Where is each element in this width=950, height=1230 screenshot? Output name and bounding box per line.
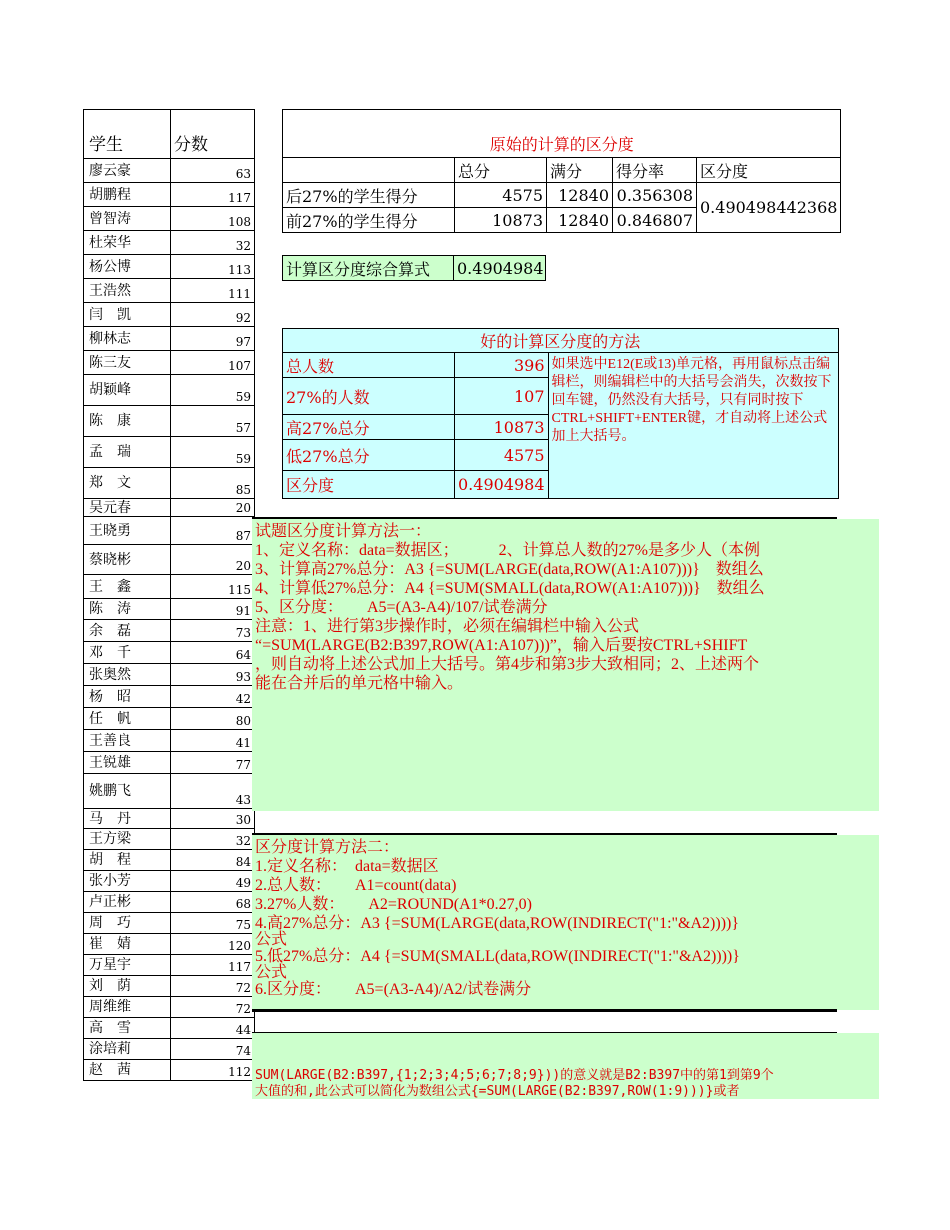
- student-score: 73: [171, 620, 255, 642]
- method-two-line: 1.定义名称： data=数据区: [255, 858, 439, 875]
- student-name: 杜荣华: [84, 231, 171, 255]
- student-score: 59: [171, 437, 255, 468]
- student-row: [84, 599, 255, 620]
- student-score: 20: [171, 499, 255, 517]
- student-row: [84, 375, 255, 406]
- student-row: [84, 752, 255, 774]
- student-row: [84, 892, 255, 913]
- student-name: 王浩然: [84, 279, 171, 303]
- method-one-line: ，则自动将上述公式加上大括号。第4步和第3步大致相同；2、上述两个: [255, 656, 760, 673]
- student-row: [84, 686, 255, 708]
- student-name: 廖云豪: [84, 159, 171, 183]
- student-name: 姚鹏飞: [84, 774, 171, 809]
- header-total: 总分: [455, 158, 547, 183]
- method-two-line: 5.低27%总分：A4 {=SUM(SMALL(data,ROW(INDIRECT("1:"&A2))))}: [255, 948, 740, 965]
- method-two-line: 2.总人数： A1=count(data): [255, 877, 457, 894]
- original-title: 原始的计算的区分度: [283, 110, 841, 158]
- student-score: 112: [171, 1060, 255, 1081]
- student-score: 49: [171, 871, 255, 892]
- student-name: 陈 康: [84, 406, 171, 437]
- header-discrimination: 区分度: [697, 158, 841, 183]
- student-row: [84, 499, 255, 517]
- student-score: 120: [171, 934, 255, 955]
- note-three-line: 大值的和,此公式可以简化为数组公式{=SUM(LARGE(B2:B397,ROW(1:9)))}或者: [255, 1084, 740, 1099]
- student-name: 曾智涛: [84, 207, 171, 231]
- student-score: 68: [171, 892, 255, 913]
- student-row: [84, 517, 255, 545]
- student-score: 111: [171, 279, 255, 303]
- student-name: 王晓勇: [84, 517, 171, 545]
- note-three-line: SUM(LARGE(B2:B397,{1;2;3;4;5;6;7;8;9}))的意义就是B2:B397中的第1到第9个: [255, 1068, 774, 1083]
- student-name: 邓 千: [84, 642, 171, 664]
- student-score: 75: [171, 913, 255, 934]
- method-two-line: 3.27%人数： A2=ROUND(A1*0.27,0): [255, 896, 533, 913]
- student-row: [84, 183, 255, 207]
- student-score: 59: [171, 375, 255, 406]
- header-full: 满分: [547, 158, 613, 183]
- student-name: 刘 荫: [84, 976, 171, 997]
- student-row: [84, 159, 255, 183]
- student-name: 陈三友: [84, 351, 171, 375]
- student-name: 余 磊: [84, 620, 171, 642]
- student-score: 113: [171, 255, 255, 279]
- student-score: 72: [171, 976, 255, 997]
- student-name: 崔 婧: [84, 934, 171, 955]
- student-score: 32: [171, 829, 255, 850]
- student-score: 77: [171, 752, 255, 774]
- row-total: 4575: [455, 183, 547, 208]
- row-full: 12840: [547, 183, 613, 208]
- row-rate: 0.356308: [613, 183, 697, 208]
- student-score: 63: [171, 159, 255, 183]
- student-name: 杨 昭: [84, 686, 171, 708]
- student-name: 柳林志: [84, 327, 171, 351]
- student-row: [84, 642, 255, 664]
- student-row: [84, 575, 255, 599]
- student-name: 高 雪: [84, 1018, 171, 1039]
- header-rate: 得分率: [613, 158, 697, 183]
- student-score: 108: [171, 207, 255, 231]
- student-score: 85: [171, 468, 255, 499]
- good-row-label: 低27%总分: [283, 440, 455, 471]
- header-score: 分数: [171, 110, 255, 159]
- student-row: [84, 976, 255, 997]
- student-name: 陈 涛: [84, 599, 171, 620]
- method-two-line: 6.区分度： A5=(A3-A4)/A2/试卷满分: [255, 981, 532, 998]
- blank-cell: [283, 158, 455, 183]
- student-row: [84, 1039, 255, 1060]
- student-score: 43: [171, 774, 255, 809]
- combined-formula-value: 0.4904984: [453, 255, 546, 281]
- student-row: [84, 327, 255, 351]
- student-row: [84, 255, 255, 279]
- student-row: [84, 850, 255, 871]
- student-name: 王锐雄: [84, 752, 171, 774]
- discrimination-value: 0.490498442368: [697, 183, 841, 233]
- student-row: [84, 708, 255, 730]
- good-row-value: 4575: [455, 440, 549, 471]
- good-row-value: 10873: [455, 415, 549, 440]
- student-score: 57: [171, 406, 255, 437]
- student-name: 周维维: [84, 997, 171, 1018]
- student-row: [84, 545, 255, 575]
- row-full: 12840: [547, 208, 613, 233]
- method-one-line: 能在合并后的单元格中输入。: [255, 675, 464, 692]
- method-two-line: 区分度计算方法二：: [255, 839, 400, 856]
- method-two-line: 公式: [255, 931, 288, 948]
- student-name: 张小芳: [84, 871, 171, 892]
- good-method-table: [282, 328, 839, 499]
- student-row: [84, 303, 255, 327]
- student-row: [84, 231, 255, 255]
- method-two-line: 公式: [255, 964, 288, 981]
- student-name: 孟 瑞: [84, 437, 171, 468]
- student-score: 30: [171, 809, 255, 829]
- method-one-line: 注意：1、进行第3步操作时，必须在编辑栏中输入公式: [255, 618, 640, 635]
- student-row: [84, 207, 255, 231]
- method-one-line: 3、计算高27%总分：A3 {=SUM(LARGE(data,ROW(A1:A107)))} 数组么: [255, 561, 764, 578]
- student-name: 周 巧: [84, 913, 171, 934]
- good-row-value: 107: [455, 378, 549, 415]
- student-score: 117: [171, 955, 255, 976]
- student-name: 万星宇: [84, 955, 171, 976]
- good-row-label: 高27%总分: [283, 415, 455, 440]
- student-row: [84, 997, 255, 1018]
- student-name: 王 鑫: [84, 575, 171, 599]
- student-score: 32: [171, 231, 255, 255]
- student-row: [84, 1060, 255, 1081]
- method-two-box: [252, 835, 879, 1010]
- student-score: 115: [171, 575, 255, 599]
- student-row: [84, 730, 255, 752]
- good-row-value: 0.4904984: [455, 471, 549, 499]
- student-score: 74: [171, 1039, 255, 1060]
- student-score: 64: [171, 642, 255, 664]
- student-row: [84, 406, 255, 437]
- student-name: 杨公博: [84, 255, 171, 279]
- row-label: 后27%的学生得分: [283, 183, 455, 208]
- student-score: 93: [171, 664, 255, 686]
- student-score: 72: [171, 997, 255, 1018]
- good-method-title: 好的计算区分度的方法: [283, 329, 839, 353]
- student-row: [84, 913, 255, 934]
- student-score: 84: [171, 850, 255, 871]
- good-row-value: 396: [455, 353, 549, 378]
- student-score: 91: [171, 599, 255, 620]
- row-total: 10873: [455, 208, 547, 233]
- student-name: 张奥然: [84, 664, 171, 686]
- method-one-line: 1、定义名称：data=数据区； 2、计算总人数的27%是多少人（本例: [255, 542, 761, 559]
- student-row: [84, 279, 255, 303]
- student-score: 87: [171, 517, 255, 545]
- good-row-label: 27%的人数: [283, 378, 455, 415]
- row-label: 前27%的学生得分: [283, 208, 455, 233]
- student-name: 马 丹: [84, 809, 171, 829]
- student-row: [84, 664, 255, 686]
- method-one-line: “=SUM(LARGE(B2:B397,ROW(A1:A107)))”，输入后要按CTRL+SHIFT: [255, 637, 748, 654]
- student-row: [84, 871, 255, 892]
- row-rate: 0.846807: [613, 208, 697, 233]
- student-name: 卢正彬: [84, 892, 171, 913]
- method-one-box: [252, 519, 879, 811]
- method-two-line: 4.高27%总分：A3 {=SUM(LARGE(data,ROW(INDIRECT("1:"&A2))))}: [255, 915, 740, 932]
- note-three-box: [252, 1033, 879, 1099]
- method-one-line: 5、区分度： A5=(A3-A4)/107/试卷满分: [255, 599, 548, 616]
- student-name: 赵 茜: [84, 1060, 171, 1081]
- good-row-label: 总人数: [283, 353, 455, 378]
- student-name: 胡颖峰: [84, 375, 171, 406]
- student-name: 王方梁: [84, 829, 171, 850]
- original-discrimination-table: [282, 109, 841, 233]
- student-row: [84, 829, 255, 850]
- student-row: [84, 437, 255, 468]
- student-name: 任 帆: [84, 708, 171, 730]
- student-name: 吴元春: [84, 499, 171, 517]
- method-two-bottom-border: [252, 1009, 837, 1012]
- student-row: [84, 955, 255, 976]
- student-score: 41: [171, 730, 255, 752]
- student-score: 42: [171, 686, 255, 708]
- student-row: [84, 1018, 255, 1039]
- method-one-line: 4、计算低27%总分：A4 {=SUM(SMALL(data,ROW(A1:A107)))} 数组么: [255, 580, 765, 597]
- student-row: [84, 468, 255, 499]
- student-row: [84, 620, 255, 642]
- student-score: 20: [171, 545, 255, 575]
- good-row-label: 区分度: [283, 471, 455, 499]
- student-row: [84, 351, 255, 375]
- student-score: 97: [171, 327, 255, 351]
- student-name: 蔡晓彬: [84, 545, 171, 575]
- student-score: 107: [171, 351, 255, 375]
- header-student: 学生: [84, 110, 171, 159]
- combined-formula-label: 计算区分度综合算式: [282, 255, 454, 281]
- student-name: 郑 文: [84, 468, 171, 499]
- student-name: 涂培莉: [84, 1039, 171, 1060]
- method-one-line: 试题区分度计算方法一：: [255, 523, 432, 540]
- student-score: 80: [171, 708, 255, 730]
- student-row: [84, 809, 255, 829]
- student-name: 胡鹏程: [84, 183, 171, 207]
- student-score: 117: [171, 183, 255, 207]
- good-method-note: 如果选中E12(E或13)单元格，再用鼠标点击编辑栏，则编辑栏中的大括号会消失，次数按下回车键，仍然没有大括号，只有同时按下CTRL+SHIFT+ENTER键，才自动将上述公式加上大括号。: [548, 353, 838, 499]
- student-row: [84, 934, 255, 955]
- student-score-table: [83, 109, 255, 1081]
- student-name: 胡 程: [84, 850, 171, 871]
- student-score: 92: [171, 303, 255, 327]
- student-name: 闫 凯: [84, 303, 171, 327]
- student-name: 王善良: [84, 730, 171, 752]
- student-row: [84, 774, 255, 809]
- student-score: 44: [171, 1018, 255, 1039]
